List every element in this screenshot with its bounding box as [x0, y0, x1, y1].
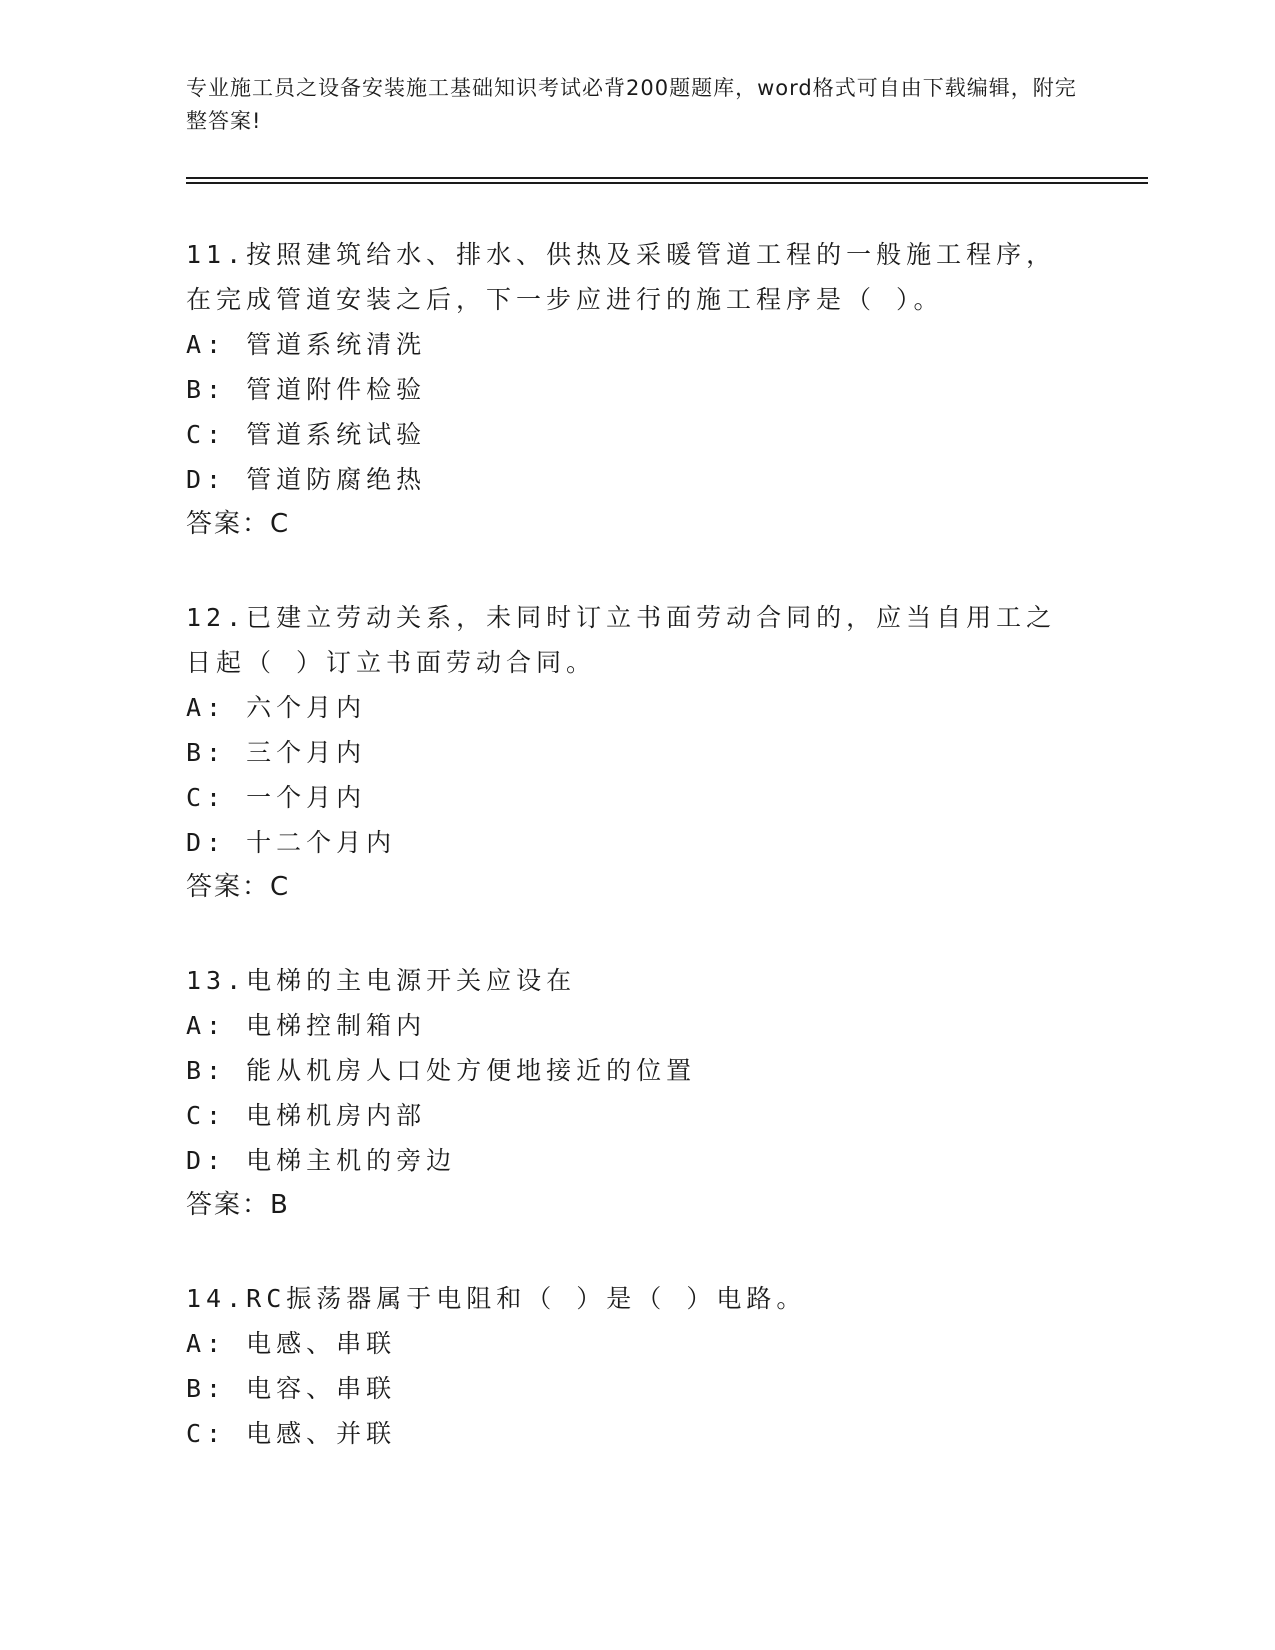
question-text: 11.按照建筑给水、排水、供热及采暖管道工程的一般施工程序，在完成管道安装之后，下一步应进行的施工程序是（ ）。: [186, 240, 1057, 314]
header-divider-top: [186, 177, 1148, 179]
option-b: B: 能从机房人口处方便地接近的位置: [186, 1056, 697, 1085]
option-d: D: 十二个月内: [186, 828, 397, 857]
question-text: 14.RC振荡器属于电阻和（ ）是（ ）电路。: [186, 1284, 807, 1313]
option-b: B: 电容、串联: [186, 1374, 397, 1403]
option-b: B: 管道附件检验: [186, 375, 427, 404]
option-a: A: 六个月内: [186, 693, 367, 722]
question-11: [186, 232, 1086, 547]
option-b: B: 三个月内: [186, 738, 367, 767]
option-c: C: 管道系统试验: [186, 420, 427, 449]
option-c: C: 电感、并联: [186, 1419, 397, 1448]
answer: 答案：C: [186, 509, 291, 539]
question-text: 13.电梯的主电源开关应设在: [186, 966, 577, 995]
question-14: [186, 1276, 1086, 1456]
answer: 答案：C: [186, 872, 291, 902]
answer: 答案：B: [186, 1190, 290, 1220]
option-d: D: 电梯主机的旁边: [186, 1146, 457, 1175]
document-header: 专业施工员之设备安装施工基础知识考试必背200题题库，word格式可自由下载编辑，附完整答案!: [186, 76, 1077, 133]
header-divider-bottom: [186, 182, 1148, 184]
option-d: D: 管道防腐绝热: [186, 465, 427, 494]
question-text: 12.已建立劳动关系，未同时订立书面劳动合同的，应当自用工之日起（ ）订立书面劳动合同。: [186, 603, 1057, 677]
option-a: A: 电梯控制箱内: [186, 1011, 427, 1040]
question-12: [186, 595, 1086, 910]
option-c: C: 一个月内: [186, 783, 367, 812]
option-a: A: 电感、串联: [186, 1329, 397, 1358]
question-13: [186, 958, 1086, 1228]
option-a: A: 管道系统清洗: [186, 330, 427, 359]
option-c: C: 电梯机房内部: [186, 1101, 427, 1130]
